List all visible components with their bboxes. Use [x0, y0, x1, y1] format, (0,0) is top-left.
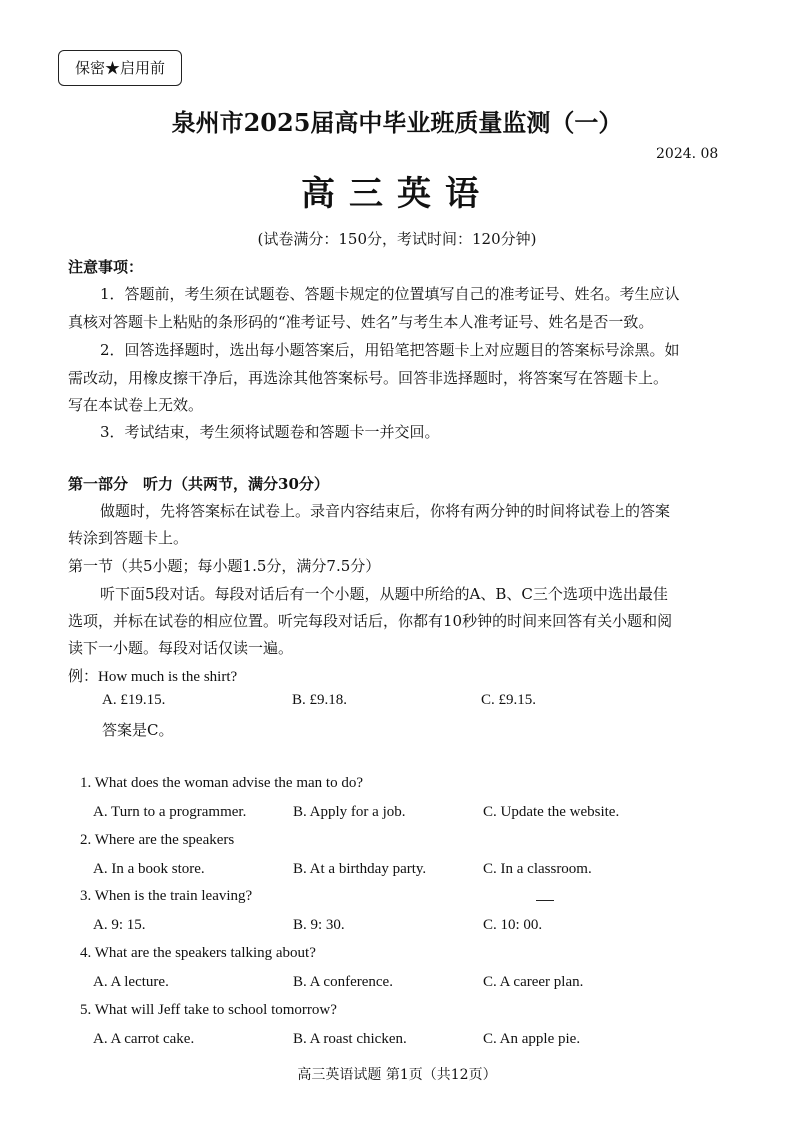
subject-title: 高三英语 — [301, 174, 493, 214]
example-option-b: B. £9.18. — [292, 692, 348, 708]
section1-line: 选项，并标在试卷的相应位置。听完每段对话后，你都有10秒钟的时间来回答有关小题和阅 — [68, 612, 673, 630]
example-question: 例：How much is the shirt? — [68, 669, 238, 685]
part1-intro-line: 转涂到答题卡上。 — [68, 529, 189, 547]
notice-line: 2．回答选择题时，选出每小题答案后，用铅笔把答题卡上对应题目的答案标号涂黑。如 — [100, 341, 680, 359]
part1-heading: 第一部分 听力（共两节，满分30分） — [68, 475, 329, 493]
notice-heading: 注意事项： — [68, 258, 144, 276]
question-2: 2. Where are the speakers — [80, 832, 235, 848]
notice-line: 真核对答题卡上粘贴的条形码的“准考证号、姓名”与考生本人准考证号、姓名是否一致。 — [68, 313, 654, 331]
question-2-option-b: B. At a birthday party. — [293, 861, 427, 877]
question-5-option-a: A. A carrot cake. — [93, 1031, 195, 1047]
question-1-option-c: C. Update the website. — [483, 804, 620, 820]
exam-date: 2024. 08 — [656, 146, 719, 162]
question-4-option-b: B. A conference. — [293, 974, 393, 990]
question-1-option-b: B. Apply for a job. — [293, 804, 406, 820]
notice-line: 3．考试结束，考生须将试题卷和答题卡一并交回。 — [100, 423, 440, 441]
section1-heading: 第一节（共5小题；每小题1.5分，满分7.5分） — [68, 557, 381, 575]
question-5-option-b: B. A roast chicken. — [293, 1031, 407, 1047]
notice-line: 1．答题前，考生须在试题卷、答题卡规定的位置填写自己的准考证号、姓名。考生应认 — [100, 285, 680, 303]
exam-info: (试卷满分：150分，考试时间：120分钟) — [257, 230, 537, 248]
confidential-stamp: 保密★启用前 — [58, 50, 182, 86]
question-5: 5. What will Jeff take to school tomorrow? — [80, 1002, 337, 1018]
question-3-option-a: A. 9: 15. — [93, 917, 146, 933]
question-1-option-a: A. Turn to a programmer. — [93, 804, 247, 820]
answer-blank-line — [536, 900, 554, 901]
question-2-option-c: C. In a classroom. — [483, 861, 592, 877]
question-3-option-c: C. 10: 00. — [483, 917, 543, 933]
question-3: 3. When is the train leaving? — [80, 888, 253, 904]
example-option-a: A. £19.15. — [102, 692, 166, 708]
page-footer: 高三英语试题 第1页（共12页） — [297, 1067, 497, 1083]
notice-line: 写在本试卷上无效。 — [68, 396, 204, 414]
question-1: 1. What does the woman advise the man to do? — [80, 775, 363, 791]
question-2-option-a: A. In a book store. — [93, 861, 205, 877]
question-3-option-b: B. 9: 30. — [293, 917, 345, 933]
section1-line: 听下面5段对话。每段对话后有一个小题，从题中所给的A、B、C三个选项中选出最佳 — [100, 585, 668, 603]
question-5-option-c: C. An apple pie. — [483, 1031, 581, 1047]
part1-intro-line: 做题时，先将答案标在试卷上。录音内容结束后，你将有两分钟的时间将试卷上的答案 — [100, 502, 671, 520]
example-option-c: C. £9.15. — [481, 692, 537, 708]
exam-title: 泉州市2025届高中毕业班质量监测（一） — [171, 108, 623, 137]
question-4: 4. What are the speakers talking about? — [80, 945, 316, 961]
question-4-option-c: C. A career plan. — [483, 974, 584, 990]
example-answer: 答案是C。 — [102, 721, 174, 739]
question-4-option-a: A. A lecture. — [93, 974, 169, 990]
notice-line: 需改动，用橡皮擦干净后，再选涂其他答案标号。回答非选择题时，将答案写在答题卡上。 — [68, 369, 669, 387]
section1-line: 读下一小题。每段对话仅读一遍。 — [68, 639, 294, 657]
